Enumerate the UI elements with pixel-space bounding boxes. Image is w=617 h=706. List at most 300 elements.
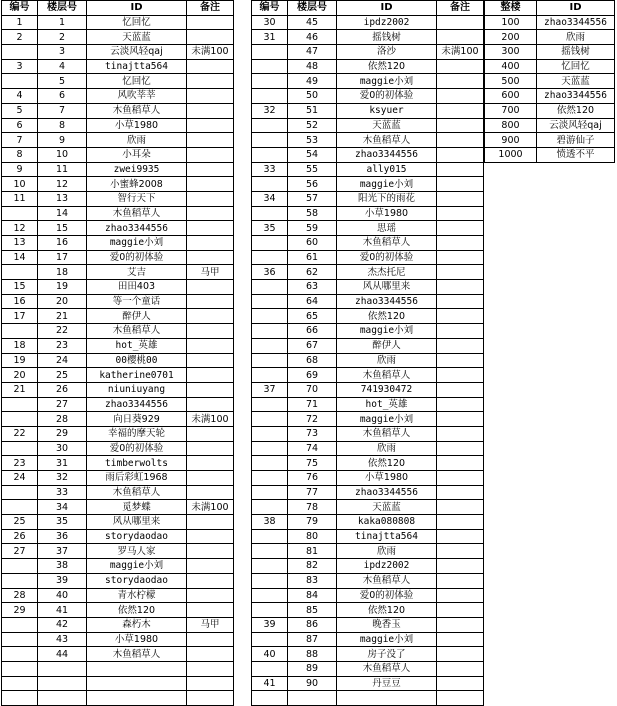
cell-note: [437, 15, 484, 30]
table-row: [2, 412, 234, 427]
cell-id: [337, 691, 437, 706]
header-floor: 楼层号: [288, 1, 337, 16]
header-floor: 楼层号: [38, 1, 87, 16]
cell-note: [187, 353, 234, 368]
cell-number: 7: [2, 133, 38, 148]
table-row: [252, 573, 484, 588]
table-row: [252, 412, 484, 427]
cell-floor: 88: [288, 647, 337, 662]
cell-floor: 48: [288, 59, 337, 74]
cell-number: 4: [2, 89, 38, 104]
cell-note: [187, 441, 234, 456]
cell-id: 00樱桃00: [87, 353, 187, 368]
cell-id: 木鱼稻草人: [337, 133, 437, 148]
cell-id: [87, 661, 187, 676]
cell-number: 40: [252, 647, 288, 662]
cell-floor: 14: [38, 206, 87, 221]
table-row: [252, 529, 484, 544]
cell-number: [252, 573, 288, 588]
cell-id: 欣雨: [537, 30, 615, 45]
cell-id: 木鱼稻草人: [337, 426, 437, 441]
cell-id: 木鱼稻草人: [87, 103, 187, 118]
table-row: [252, 647, 484, 662]
cell-note: [187, 456, 234, 471]
cell-id: 爱0的初体验: [87, 441, 187, 456]
cell-id: 依然120: [87, 603, 187, 618]
cell-number: [252, 133, 288, 148]
cell-floor: 45: [288, 15, 337, 30]
table-row: [252, 265, 484, 280]
table-row: [2, 573, 234, 588]
cell-number: 18: [2, 338, 38, 353]
header-id: ID: [337, 1, 437, 16]
cell-floor: 39: [38, 573, 87, 588]
cell-note: [187, 426, 234, 441]
cell-number: 6: [2, 118, 38, 133]
cell-number: 23: [2, 456, 38, 471]
cell-note: [187, 89, 234, 104]
table-row: [252, 236, 484, 251]
cell-floor: 12: [38, 177, 87, 192]
table-row: [252, 59, 484, 74]
cell-id: 741930472: [337, 382, 437, 397]
cell-floor: 5: [38, 74, 87, 89]
cell-id: 天蓝蓝: [337, 118, 437, 133]
table-row: [2, 603, 234, 618]
cell-id: 风从哪里来: [87, 515, 187, 530]
table-row: [252, 515, 484, 530]
cell-id: 云淡风轻qaj: [537, 118, 615, 133]
cell-note: [187, 221, 234, 236]
cell-floor: 54: [288, 147, 337, 162]
cell-floor: 71: [288, 397, 337, 412]
cell-floor: 29: [38, 426, 87, 441]
cell-note: [437, 59, 484, 74]
cell-number: 2: [2, 30, 38, 45]
cell-note: [437, 412, 484, 427]
cell-id: hot_英雄: [337, 397, 437, 412]
table-row: [2, 250, 234, 265]
cell-number: [2, 632, 38, 647]
table-row: [2, 529, 234, 544]
cell-id: 小蜜蜂2008: [87, 177, 187, 192]
cell-note: [437, 471, 484, 486]
cell-number: 14: [2, 250, 38, 265]
cell-number: [2, 265, 38, 280]
cell-number: [252, 500, 288, 515]
table-row: [2, 309, 234, 324]
cell-note: [437, 632, 484, 647]
cell-whole-floor: 1000: [485, 147, 537, 162]
cell-floor: 15: [38, 221, 87, 236]
cell-id: maggie小刘: [337, 74, 437, 89]
cell-whole-floor: 900: [485, 133, 537, 148]
cell-note: [187, 324, 234, 339]
table-row: [252, 632, 484, 647]
left-lottery-table: [1, 0, 234, 706]
cell-number: 35: [252, 221, 288, 236]
cell-number: 33: [252, 162, 288, 177]
cell-floor: 75: [288, 456, 337, 471]
cell-number: 3: [2, 59, 38, 74]
table-row: [2, 236, 234, 251]
table-row: [485, 59, 615, 74]
cell-number: [252, 118, 288, 133]
cell-floor: 11: [38, 162, 87, 177]
cell-whole-floor: 100: [485, 15, 537, 30]
table-row: [2, 221, 234, 236]
cell-note: 未满100: [187, 500, 234, 515]
cell-floor: 26: [38, 382, 87, 397]
cell-number: 30: [252, 15, 288, 30]
cell-note: 未满100: [187, 45, 234, 60]
header-note: 备注: [437, 1, 484, 16]
cell-floor: 13: [38, 191, 87, 206]
cell-floor: 27: [38, 397, 87, 412]
cell-id: zhao3344556: [337, 147, 437, 162]
whole-floor-table: [484, 0, 615, 163]
table-row: [252, 324, 484, 339]
cell-id: 杰杰托尼: [337, 265, 437, 280]
cell-id: niuniuyang: [87, 382, 187, 397]
table-row: [485, 30, 615, 45]
cell-number: [252, 177, 288, 192]
cell-id: 欣雨: [337, 441, 437, 456]
cell-number: [2, 661, 38, 676]
table-row: [252, 250, 484, 265]
cell-floor: 46: [288, 30, 337, 45]
cell-id: 阳光下的雨花: [337, 191, 437, 206]
cell-number: 8: [2, 147, 38, 162]
cell-id: ally015: [337, 162, 437, 177]
cell-floor: 77: [288, 485, 337, 500]
table-row: [485, 45, 615, 60]
cell-note: [187, 676, 234, 691]
cell-floor: 90: [288, 676, 337, 691]
cell-number: [252, 426, 288, 441]
table-row: [252, 162, 484, 177]
cell-note: [187, 603, 234, 618]
table-row: [252, 133, 484, 148]
cell-floor: [38, 676, 87, 691]
cell-id: 木鱼稻草人: [337, 573, 437, 588]
cell-number: [252, 397, 288, 412]
cell-floor: 51: [288, 103, 337, 118]
table-row: [2, 324, 234, 339]
cell-number: 16: [2, 294, 38, 309]
cell-floor: 87: [288, 632, 337, 647]
cell-number: 38: [252, 515, 288, 530]
cell-floor: 36: [38, 529, 87, 544]
cell-note: [187, 529, 234, 544]
cell-number: [252, 368, 288, 383]
cell-note: [187, 250, 234, 265]
table-row: [485, 89, 615, 104]
header-note: 备注: [187, 1, 234, 16]
cell-floor: 63: [288, 280, 337, 295]
cell-id: 欣雨: [337, 544, 437, 559]
cell-id: 向日葵929: [87, 412, 187, 427]
cell-whole-floor: 300: [485, 45, 537, 60]
cell-floor: 60: [288, 236, 337, 251]
cell-note: [187, 74, 234, 89]
cell-id: 依然120: [337, 59, 437, 74]
cell-number: 26: [2, 529, 38, 544]
cell-floor: 31: [38, 456, 87, 471]
cell-id: 天蓝蓝: [337, 500, 437, 515]
cell-note: [187, 573, 234, 588]
cell-note: [437, 250, 484, 265]
table-row: [2, 441, 234, 456]
cell-id: 爱0的初体验: [337, 588, 437, 603]
table-row: [2, 676, 234, 691]
cell-number: [252, 661, 288, 676]
cell-note: 未满100: [187, 412, 234, 427]
cell-id: ipdz2002: [337, 15, 437, 30]
cell-id: 忆回忆: [87, 74, 187, 89]
table-row: [2, 368, 234, 383]
table-row: [2, 206, 234, 221]
cell-id: 爱0的初体验: [87, 250, 187, 265]
cell-id: ipdz2002: [337, 559, 437, 574]
cell-floor: 25: [38, 368, 87, 383]
cell-floor: 34: [38, 500, 87, 515]
cell-number: 32: [252, 103, 288, 118]
cell-floor: 22: [38, 324, 87, 339]
cell-whole-floor: 200: [485, 30, 537, 45]
table-row: [2, 74, 234, 89]
cell-floor: 17: [38, 250, 87, 265]
cell-floor: 69: [288, 368, 337, 383]
cell-floor: 1: [38, 15, 87, 30]
cell-id: 艾吉: [87, 265, 187, 280]
cell-id: 木鱼稻草人: [87, 485, 187, 500]
cell-number: [252, 485, 288, 500]
cell-id: 醉伊人: [87, 309, 187, 324]
cell-note: [437, 133, 484, 148]
cell-note: [187, 544, 234, 559]
cell-number: 15: [2, 280, 38, 295]
cell-id: zhao3344556: [337, 294, 437, 309]
cell-note: [437, 559, 484, 574]
cell-id: 摇钱树: [337, 30, 437, 45]
cell-whole-floor: 700: [485, 103, 537, 118]
cell-floor: 32: [38, 471, 87, 486]
cell-id: 洛沙: [337, 45, 437, 60]
cell-floor: 66: [288, 324, 337, 339]
cell-number: [252, 206, 288, 221]
table-row: [2, 30, 234, 45]
table-row: [252, 661, 484, 676]
cell-floor: 50: [288, 89, 337, 104]
cell-id: hot_英雄: [87, 338, 187, 353]
cell-note: [187, 191, 234, 206]
table-row: [252, 338, 484, 353]
cell-id: 智行天下: [87, 191, 187, 206]
table-row: [252, 353, 484, 368]
table-row: [252, 294, 484, 309]
cell-number: 34: [252, 191, 288, 206]
cell-number: [252, 353, 288, 368]
cell-id: 木鱼稻草人: [87, 206, 187, 221]
table-row: [485, 147, 615, 162]
table-row: [2, 280, 234, 295]
table-row: [2, 147, 234, 162]
cell-floor: 62: [288, 265, 337, 280]
cell-note: [437, 661, 484, 676]
table-row: [252, 544, 484, 559]
header-number: 编号: [252, 1, 288, 16]
cell-note: [187, 515, 234, 530]
table-row: [252, 559, 484, 574]
cell-number: [252, 74, 288, 89]
table-row: [252, 676, 484, 691]
cell-number: [2, 412, 38, 427]
cell-id: 雨后彩虹1968: [87, 471, 187, 486]
cell-id: 木鱼稻草人: [337, 368, 437, 383]
cell-id: 等一个童话: [87, 294, 187, 309]
cell-number: 25: [2, 515, 38, 530]
cell-id: 小耳朵: [87, 147, 187, 162]
table-row: [2, 191, 234, 206]
cell-number: 17: [2, 309, 38, 324]
table-row: [252, 382, 484, 397]
cell-note: 未满100: [437, 45, 484, 60]
cell-id: 风从哪里来: [337, 280, 437, 295]
cell-note: [187, 309, 234, 324]
cell-number: [252, 338, 288, 353]
cell-number: [252, 632, 288, 647]
cell-number: 39: [252, 617, 288, 632]
cell-note: [437, 676, 484, 691]
table-row: [2, 661, 234, 676]
cell-note: [437, 603, 484, 618]
cell-id: maggie小刘: [87, 236, 187, 251]
cell-number: [2, 397, 38, 412]
table-row: [252, 221, 484, 236]
cell-note: [437, 265, 484, 280]
table-row: [252, 456, 484, 471]
cell-note: [437, 500, 484, 515]
cell-number: 9: [2, 162, 38, 177]
header-row: [252, 1, 484, 16]
cell-number: [2, 500, 38, 515]
cell-id: 木鱼稻草人: [337, 661, 437, 676]
cell-note: [437, 544, 484, 559]
table-row: [252, 617, 484, 632]
cell-number: [252, 294, 288, 309]
table-row: [485, 103, 615, 118]
cell-id: 欣雨: [337, 353, 437, 368]
cell-number: [252, 280, 288, 295]
cell-floor: 56: [288, 177, 337, 192]
cell-number: 13: [2, 236, 38, 251]
cell-number: 27: [2, 544, 38, 559]
cell-floor: 4: [38, 59, 87, 74]
table-row: [485, 74, 615, 89]
table-row: [2, 338, 234, 353]
cell-note: [187, 103, 234, 118]
cell-id: 罗马人家: [87, 544, 187, 559]
cell-number: [2, 485, 38, 500]
cell-number: [252, 250, 288, 265]
table-row: [252, 426, 484, 441]
cell-note: [437, 236, 484, 251]
table-row: [2, 89, 234, 104]
cell-id: storydaodao: [87, 573, 187, 588]
cell-id: 木鱼稻草人: [337, 236, 437, 251]
cell-number: [2, 324, 38, 339]
cell-note: [187, 177, 234, 192]
table-row: [252, 30, 484, 45]
table-row: [252, 89, 484, 104]
cell-note: [187, 632, 234, 647]
cell-floor: 24: [38, 353, 87, 368]
cell-floor: 43: [38, 632, 87, 647]
cell-id: 思瑶: [337, 221, 437, 236]
cell-floor: 16: [38, 236, 87, 251]
table-row: [252, 309, 484, 324]
cell-id: katherine0701: [87, 368, 187, 383]
table-row: [2, 544, 234, 559]
cell-note: [187, 471, 234, 486]
cell-number: 21: [2, 382, 38, 397]
cell-number: 28: [2, 588, 38, 603]
cell-id: maggie小刘: [337, 324, 437, 339]
cell-number: [252, 59, 288, 74]
cell-number: 24: [2, 471, 38, 486]
cell-floor: 65: [288, 309, 337, 324]
cell-id: 摇钱树: [537, 45, 615, 60]
cell-floor: 7: [38, 103, 87, 118]
cell-id: zhao3344556: [537, 15, 615, 30]
table-row: [2, 382, 234, 397]
cell-floor: 10: [38, 147, 87, 162]
cell-floor: 81: [288, 544, 337, 559]
cell-floor: 68: [288, 353, 337, 368]
table-row: [252, 15, 484, 30]
cell-floor: 86: [288, 617, 337, 632]
cell-note: [187, 133, 234, 148]
cell-floor: 59: [288, 221, 337, 236]
cell-floor: 40: [38, 588, 87, 603]
cell-number: 5: [2, 103, 38, 118]
cell-floor: 58: [288, 206, 337, 221]
cell-floor: 30: [38, 441, 87, 456]
cell-id: 青水柠檬: [87, 588, 187, 603]
header-id: ID: [87, 1, 187, 16]
table-row: [485, 15, 615, 30]
header-row: [485, 1, 615, 16]
cell-number: [252, 691, 288, 706]
cell-floor: [288, 691, 337, 706]
cell-id: 依然120: [337, 603, 437, 618]
table-row: [2, 485, 234, 500]
cell-floor: [38, 661, 87, 676]
cell-floor: 33: [38, 485, 87, 500]
cell-note: [437, 147, 484, 162]
table-row: [252, 74, 484, 89]
cell-id: 天蓝蓝: [537, 74, 615, 89]
cell-floor: 89: [288, 661, 337, 676]
cell-floor: 9: [38, 133, 87, 148]
table-row: [2, 617, 234, 632]
cell-number: [252, 471, 288, 486]
cell-id: 木鱼稻草人: [87, 324, 187, 339]
cell-number: 31: [252, 30, 288, 45]
cell-note: [187, 485, 234, 500]
cell-id: 忆回忆: [537, 59, 615, 74]
